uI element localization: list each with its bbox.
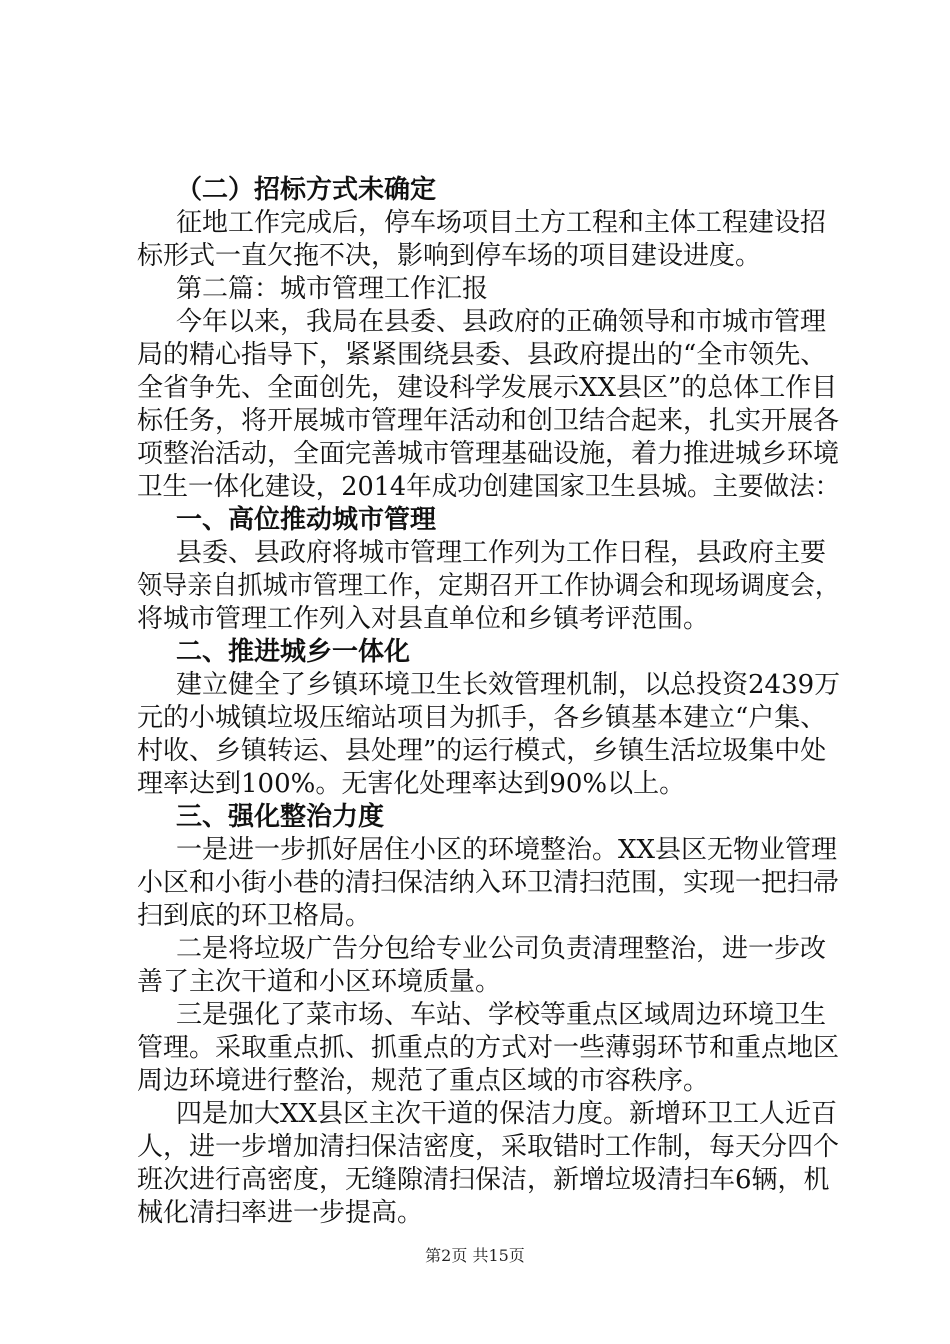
paragraph-line: 一是进一步抓好居住小区的环境整治。XX县区无物业管理	[176, 835, 838, 865]
paragraph-line: 今年以来，我局在县委、县政府的正确领导和市城市管理	[176, 307, 827, 337]
section-heading: 三、强化整治力度	[176, 802, 385, 832]
paragraph-line: 标任务，将开展城市管理年活动和创卫结合起来，扎实开展各	[137, 406, 840, 436]
paragraph-line: 卫生一体化建设，2014年成功创建国家卫生县城。主要做法：	[137, 472, 841, 502]
paragraph-line: 人，进一步增加清扫保洁密度，采取错时工作制，每天分四个	[137, 1132, 840, 1162]
paragraph-line: 三是强化了菜市场、车站、学校等重点区域周边环境卫生	[176, 1000, 827, 1030]
paragraph-line: 善了主次干道和小区环境质量。	[137, 967, 502, 997]
section-heading: （二）招标方式未确定	[176, 175, 437, 205]
section-heading: 一、高位推动城市管理	[176, 505, 437, 535]
paragraph-line: 班次进行高密度，无缝隙清扫保洁，新增垃圾清扫车6辆，机	[137, 1165, 830, 1195]
paragraph-line: 小区和小街小巷的清扫保洁纳入环卫清扫范围，实现一把扫帚	[137, 868, 840, 898]
paragraph-line: 理率达到100%。无害化处理率达到90%以上。	[137, 769, 686, 799]
paragraph-line: 全省争先、全面创先，建设科学发展示XX县区”的总体工作目	[137, 373, 838, 403]
paragraph-line: 建立健全了乡镇环境卫生长效管理机制，以总投资2439万	[176, 670, 841, 700]
paragraph-line: 械化清扫率进一步提高。	[137, 1198, 424, 1228]
paragraph-line: 领导亲自抓城市管理工作，定期召开工作协调会和现场调度会，	[137, 571, 841, 601]
paragraph-line: 将城市管理工作列入对县直单位和乡镇考评范围。	[137, 604, 710, 634]
section-heading: 二、推进城乡一体化	[176, 637, 411, 667]
paragraph-line: 周边环境进行整治，规范了重点区域的市容秩序。	[137, 1066, 710, 1096]
paragraph-line: 局的精心指导下，紧紧围绕县委、县政府提出的“全市领先、	[137, 340, 827, 370]
paragraph-line: 扫到底的环卫格局。	[137, 901, 372, 931]
page-number-footer: 第2页 共15页	[425, 1246, 525, 1265]
paragraph-line: 四是加大XX县区主次干道的保洁力度。新增环卫工人近百	[176, 1099, 838, 1129]
chapter-title: 第二篇：城市管理工作汇报	[176, 274, 489, 304]
paragraph-line: 县委、县政府将城市管理工作列为工作日程，县政府主要	[176, 538, 827, 568]
paragraph-line: 村收、乡镇转运、县处理”的运行模式，乡镇生活垃圾集中处	[137, 736, 827, 766]
paragraph-line: 二是将垃圾广告分包给专业公司负责清理整治，进一步改	[176, 934, 827, 964]
paragraph-line: 元的小城镇垃圾压缩站项目为抓手，各乡镇基本建立“户集、	[137, 703, 827, 733]
paragraph-line: 标形式一直欠拖不决，影响到停车场的项目建设进度。	[137, 241, 762, 271]
paragraph-line: 征地工作完成后，停车场项目土方工程和主体工程建设招	[176, 208, 827, 238]
paragraph-line: 项整治活动，全面完善城市管理基础设施，着力推进城乡环境	[137, 439, 840, 469]
paragraph-line: 管理。采取重点抓、抓重点的方式对一些薄弱环节和重点地区	[137, 1033, 840, 1063]
